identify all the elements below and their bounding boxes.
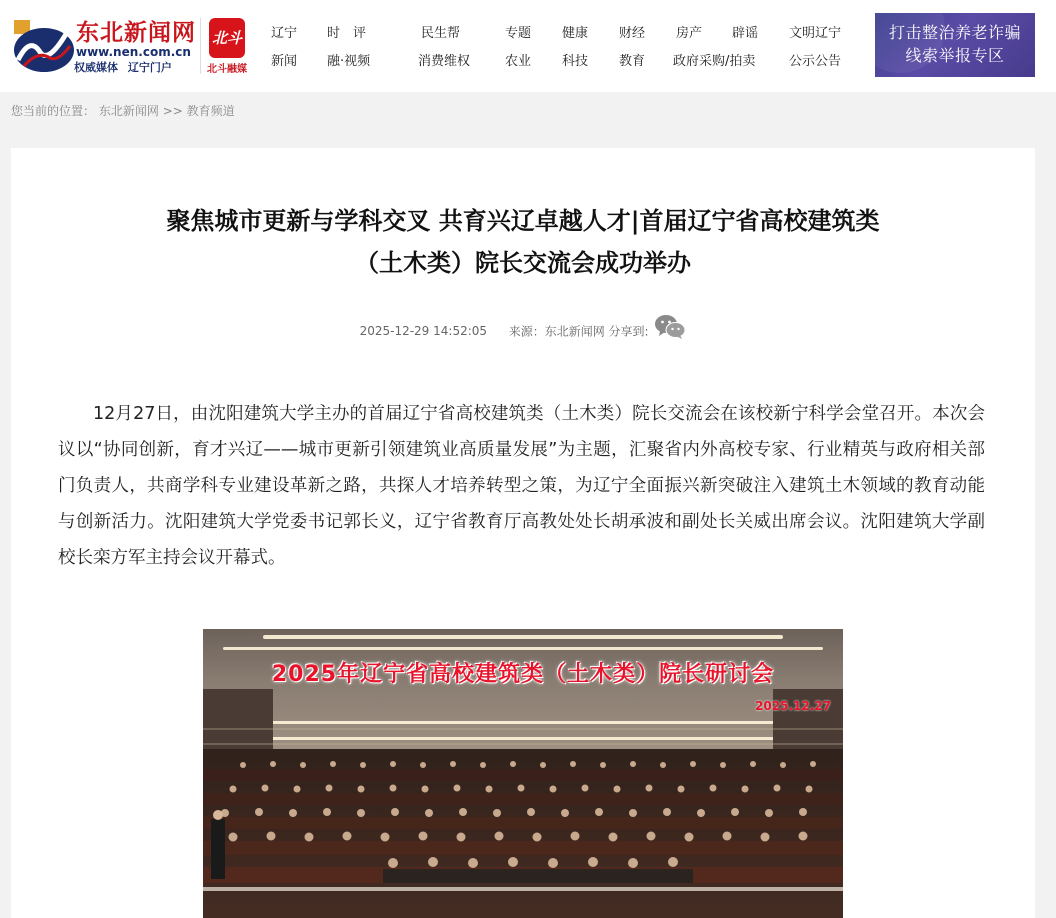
article-title	[11, 200, 1035, 284]
breadcrumb-home-link[interactable]: 东北新闻网	[98, 104, 159, 118]
nav-procurement[interactable]: 政府采购/拍卖	[673, 54, 756, 69]
beidou-mark: 北斗	[209, 18, 245, 58]
nav-commentary[interactable]: 时 评	[327, 26, 367, 41]
site-brand-name: 东北新闻网	[76, 19, 196, 46]
site-tagline	[74, 59, 178, 75]
nav-agriculture[interactable]: 农业	[505, 54, 532, 69]
nav-education[interactable]: 教育	[619, 54, 646, 69]
audience-crowd-icon	[203, 749, 843, 918]
article-paragraph: 12月27日，由沈阳建筑大学主办的首届辽宁省高校建筑类（土木类）院长交流会在该校新宁科学会堂召开。本次会议以“协同创新，育才兴辽——城市更新引领建筑业高质量发展”为主题，汇聚省内外高校专家、行业精英与政府相关部门负责人，共商学科专业建设革新之路，共探人才培养转型之策，为辽宁全面振兴新突破注入建筑土木领域的教育动能与创新活力。沈阳建筑大学党委书记郭长义，辽宁省教育厅高教处处长胡承波和副处长关威出席会议。沈阳建筑大学副校长栾方军主持会议开幕式。	[58, 404, 985, 568]
article-title-line-2: （土木类）院长交流会成功举办	[355, 249, 691, 277]
beidou-label: 北斗融媒	[207, 64, 247, 75]
site-logo[interactable]	[10, 12, 196, 76]
nav-rumor-refute[interactable]: 辟谣	[732, 26, 759, 41]
site-url: www.nen.com.cn	[76, 45, 191, 59]
article-meta	[11, 318, 1035, 344]
breadcrumb	[11, 102, 235, 119]
article-title-line-1: 聚焦城市更新与学科交叉 共育兴辽卓越人才|首届辽宁省高校建筑类	[166, 207, 880, 235]
article-card	[11, 148, 1035, 918]
banner-line-2: 线索举报专区	[905, 46, 1005, 65]
photo-date-text: 2025.12.27	[755, 699, 831, 713]
breadcrumb-separator: >>	[162, 104, 183, 118]
nav-livelihood-help[interactable]: 民生帮	[421, 26, 461, 41]
nav-announcements[interactable]: 公示公告	[789, 54, 842, 69]
nav-news[interactable]: 新闻	[271, 54, 298, 69]
logo-emblem-icon	[10, 16, 74, 74]
nav-finance[interactable]: 财经	[619, 26, 646, 41]
nav-topics[interactable]: 专题	[505, 26, 532, 41]
wechat-icon[interactable]	[654, 314, 686, 340]
breadcrumb-prefix: 您当前的位置：	[11, 104, 96, 118]
nav-civilized-liaoning[interactable]: 文明辽宁	[789, 26, 842, 41]
article-source: 来源：东北新闻网	[508, 324, 605, 339]
photo-banner-text: 2025年辽宁省高校建筑类（土木类）院长研讨会	[271, 662, 775, 687]
tagline-left: 权威媒体	[74, 61, 118, 74]
nav-technology[interactable]: 科技	[562, 54, 589, 69]
ceiling-lights-icon	[203, 629, 843, 764]
breadcrumb-current-link[interactable]: 教育频道	[186, 104, 235, 118]
nav-liaoning[interactable]: 辽宁	[271, 26, 298, 41]
share-label: 分享到:	[608, 324, 649, 339]
banner-line-1: 打击整治养老诈骗	[888, 23, 1021, 42]
site-header	[0, 0, 1056, 92]
article-photo	[203, 629, 843, 918]
nav-video[interactable]: 融·视频	[327, 54, 371, 69]
tagline-right: 辽宁门户	[127, 61, 172, 74]
nav-health[interactable]: 健康	[562, 26, 589, 41]
article-datetime: 2025-12-29 14:52:05	[359, 324, 488, 338]
fraud-report-banner[interactable]	[875, 13, 1035, 77]
nav-real-estate[interactable]: 房产	[676, 26, 703, 41]
beidou-logo[interactable]	[200, 18, 248, 74]
nav-consumer-rights[interactable]: 消费维权	[418, 54, 471, 69]
